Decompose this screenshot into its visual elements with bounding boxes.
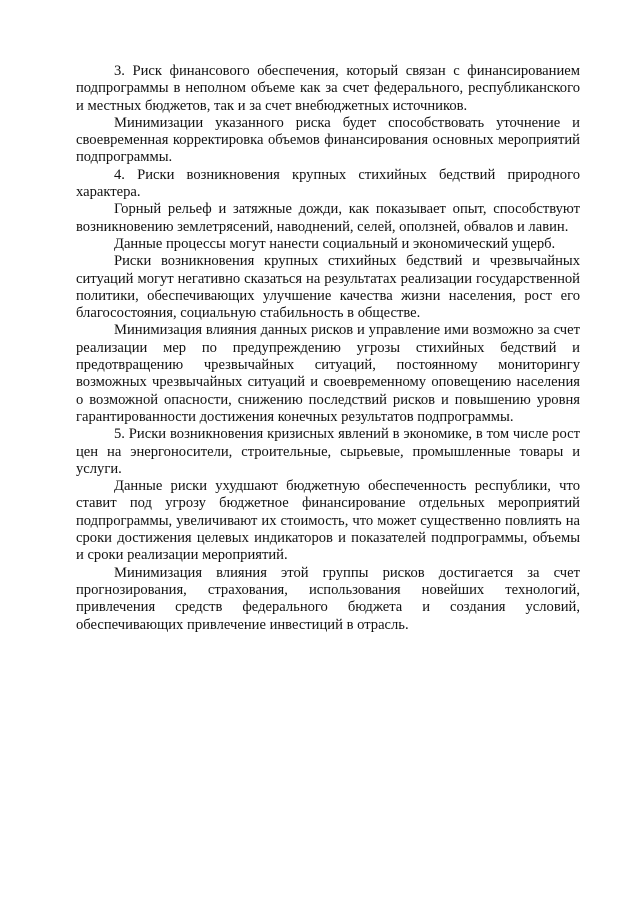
paragraph-financial-risk: 3. Риск финансового обеспечения, который связан с финансированием подпрограммы в неполном объеме как за счет федерального, республиканского и местных бюджетов, так и за счет внебюджетных источников.	[76, 63, 580, 114]
paragraph-economic-crisis-risk: 5. Риски возникновения кризисных явлений в экономике, в том числе рост цен на энергоносители, строительные, сырьевые, промышленные товары и услуги.	[76, 426, 580, 477]
paragraph-financial-risk-mitigation: Минимизации указанного риска будет способствовать уточнение и своевременная корректировка объемов финансирования основных мероприятий подпрограммы.	[76, 114, 580, 166]
paragraph-emergency-impact: Риски возникновения крупных стихийных бедствий и чрезвычайных ситуаций могут негативно сказаться на результатах реализации государственной политики, обеспечивающих улучшение качества жизни населения, рост его благосостояния, социальную стабильность в обществе.	[76, 253, 580, 322]
paragraph-natural-disaster-risk: 4. Риски возникновения крупных стихийных бедствий природного характера.	[76, 166, 580, 201]
document-page	[76, 63, 580, 634]
paragraph-budget-impact: Данные риски ухудшают бюджетную обеспеченность республики, что ставит под угрозу бюджетное финансирование отдельных мероприятий подпрограммы, увеличивают их стоимость, что может существенно повлиять на сроки достижения целевых индикаторов и показателей подпрограммы, объемы и сроки реализации мероприятий.	[76, 478, 580, 564]
paragraph-economic-mitigation: Минимизация влияния этой группы рисков достигается за счет прогнозирования, страхования, использования новейших технологий, привлечения средств федерального бюджета и создания условий, обеспечивающих привлечение инвестиций в отрасль.	[76, 564, 580, 633]
paragraph-terrain-description: Горный рельеф и затяжные дожди, как показывает опыт, способствуют возникновению землетрясений, наводнений, селей, оползней, обвалов и лавин.	[76, 201, 580, 235]
paragraph-emergency-mitigation: Минимизация влияния данных рисков и управление ими возможно за счет реализации мер по предупреждению угрозы стихийных бедствий и предотвращению чрезвычайных ситуаций, постоянному мониторингу возможных чрезвычайных ситуаций и своевременному оповещению населения о возможной опасности, снижению последствий рисков и повышению уровня гарантированности достижения конечных результатов подпрограммы.	[76, 322, 580, 425]
paragraph-damage-statement: Данные процессы могут нанести социальный и экономический ущерб.	[114, 235, 556, 252]
